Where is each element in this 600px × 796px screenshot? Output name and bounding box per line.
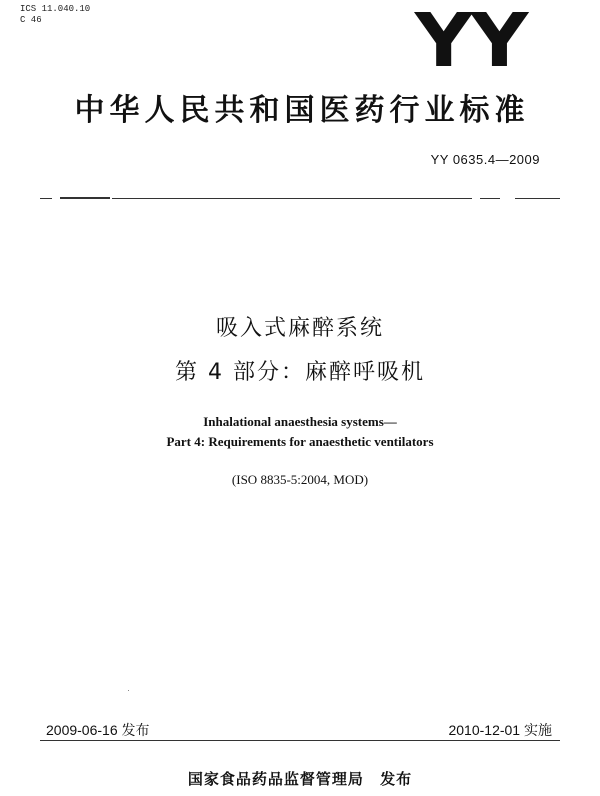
title-en-line2: Part 4: Requirements for anaesthetic ventilators xyxy=(166,434,434,449)
title-cn-line1: 吸入式麻醉系统 xyxy=(215,316,384,341)
implement-date: 2010-12-01 实施 xyxy=(448,722,552,738)
title-cn-line2: 第 4 部分：麻醉呼吸机 xyxy=(175,360,425,385)
standard-number: YY 0635.4—2009 xyxy=(430,152,540,167)
organization-title: 中华人民共和国医药行业标准 xyxy=(74,93,530,128)
publish-date: 2009-06-16 发布 xyxy=(46,722,150,738)
ccs-code: C 46 xyxy=(20,15,42,25)
standard-mark: YY xyxy=(414,0,526,84)
footer-divider xyxy=(40,740,560,741)
iso-reference: (ISO 8835-5:2004, MOD) xyxy=(231,472,369,487)
ics-code: ICS 11.040.10 xyxy=(20,4,91,14)
classification-codes xyxy=(20,4,90,26)
header-divider xyxy=(40,196,560,202)
issuer: 国家食品药品监督管理局 发布 xyxy=(187,770,413,788)
speck xyxy=(128,690,129,691)
title-en-line1: Inhalational anaesthesia systems— xyxy=(203,414,397,429)
